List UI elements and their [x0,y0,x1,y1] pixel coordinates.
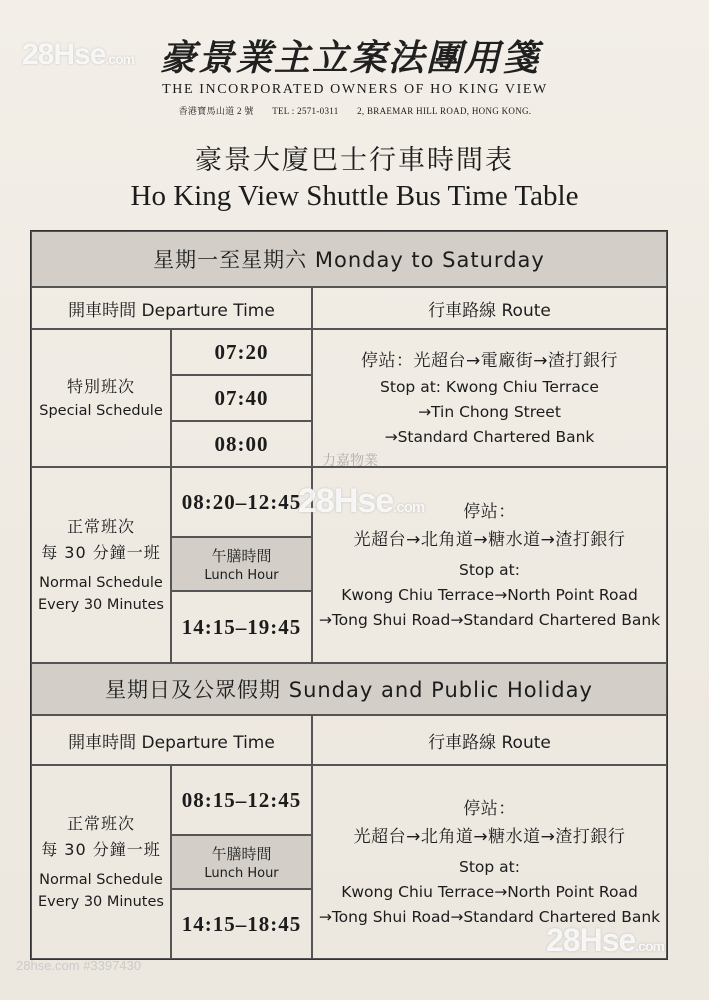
watermark-suffix: .com [635,938,664,954]
lunch-hour-cn: 午膳時間 [211,547,272,565]
telephone: TEL : 2571-0311 [272,106,339,116]
frequency-en: Every 30 Minutes [38,894,164,910]
route-en-line: Kwong Chiu Terrace→North Point Road [341,882,638,901]
lunch-hour-en: Lunch Hour [204,568,279,583]
weekday-route-header: 行車路線 Route [312,287,667,329]
frequency-cn: 每 30 分鐘一班 [41,543,161,562]
organization-name: THE INCORPORATED OWNERS OF HO KING VIEW [162,82,548,97]
lunch-hour-cn: 午膳時間 [211,845,272,863]
address-en: 2, BRAEMAR HILL ROAD, HONG KONG. [357,106,532,116]
organization-address [140,104,570,117]
lunch-hour-en: Lunch Hour [204,866,279,881]
departure-time: 07:40 [171,375,312,421]
watermark-logo [546,922,664,959]
route-cn: 停站：光超台→電廠街→渣打銀行 [361,350,618,371]
watermark-listing-id: 28hse.com #3397430 [16,958,142,973]
holiday-normal-label [31,765,171,959]
route-en-line: →Tong Shui Road→Standard Chartered Bank [318,907,661,926]
weekday-special-route [312,329,667,467]
route-en-line: Kwong Chiu Terrace→North Point Road [341,585,638,604]
lunch-hour [171,537,312,591]
frequency-cn: 每 30 分鐘一班 [41,840,161,859]
watermark-text: 28Hse [298,482,394,520]
departure-time: 07:20 [171,329,312,375]
route-cn: 光超台→北角道→糖水道→渣打銀行 [353,529,626,550]
holiday-route-header: 行車路線 Route [312,715,667,765]
watermark-agency: 力嘉物業 [322,452,378,468]
departure-time-range: 08:15–12:45 [171,765,312,835]
departure-time-range: 08:20–12:45 [171,467,312,537]
weekday-header: 星期一至星期六 Monday to Saturday [31,231,667,287]
title-chinese: 豪景大廈巴士行車時間表 [195,145,514,176]
normal-label-en: Normal Schedule [39,872,163,888]
route-en-line: →Standard Chartered Bank [384,427,595,446]
address-cn: 香港寶馬山道 2 號 [178,106,254,116]
route-en-line: Stop at: [459,857,520,876]
lunch-hour [171,835,312,889]
letterhead-logo: 豪景業主立案法團用箋 [159,37,540,79]
holiday-header: 星期日及公眾假期 Sunday and Public Holiday [31,663,667,715]
weekday-special-label [31,329,171,467]
holiday-departure-header: 開車時間 Departure Time [31,715,312,765]
route-cn-heading: 停站： [463,501,516,522]
watermark-text: 28Hse [22,38,106,71]
normal-label-cn: 正常班次 [66,517,135,536]
departure-time-range: 14:15–18:45 [171,889,312,959]
route-en-line: Stop at: Kwong Chiu Terrace [380,377,599,396]
departure-time: 08:00 [171,421,312,467]
watermark-logo [298,482,424,521]
special-label-cn: 特別班次 [66,377,135,396]
weekday-departure-header: 開車時間 Departure Time [31,287,312,329]
watermark-logo [22,38,134,72]
title-english: Ho King View Shuttle Bus Time Table [130,180,579,212]
departure-time-range: 14:15–19:45 [171,591,312,663]
route-en-line: →Tong Shui Road→Standard Chartered Bank [318,610,661,629]
normal-label-en: Normal Schedule [39,575,163,591]
normal-label-cn: 正常班次 [66,814,135,833]
route-en-line: →Tin Chong Street [418,402,561,421]
weekday-normal-label [31,467,171,663]
watermark-text: 28Hse [546,922,636,958]
route-en-line: Stop at: [459,560,520,579]
special-label-en: Special Schedule [39,403,163,419]
route-cn-heading: 停站： [463,798,516,819]
frequency-en: Every 30 Minutes [38,597,164,613]
watermark-suffix: .com [105,51,135,67]
route-cn: 光超台→北角道→糖水道→渣打銀行 [353,826,626,847]
watermark-suffix: .com [393,499,425,516]
